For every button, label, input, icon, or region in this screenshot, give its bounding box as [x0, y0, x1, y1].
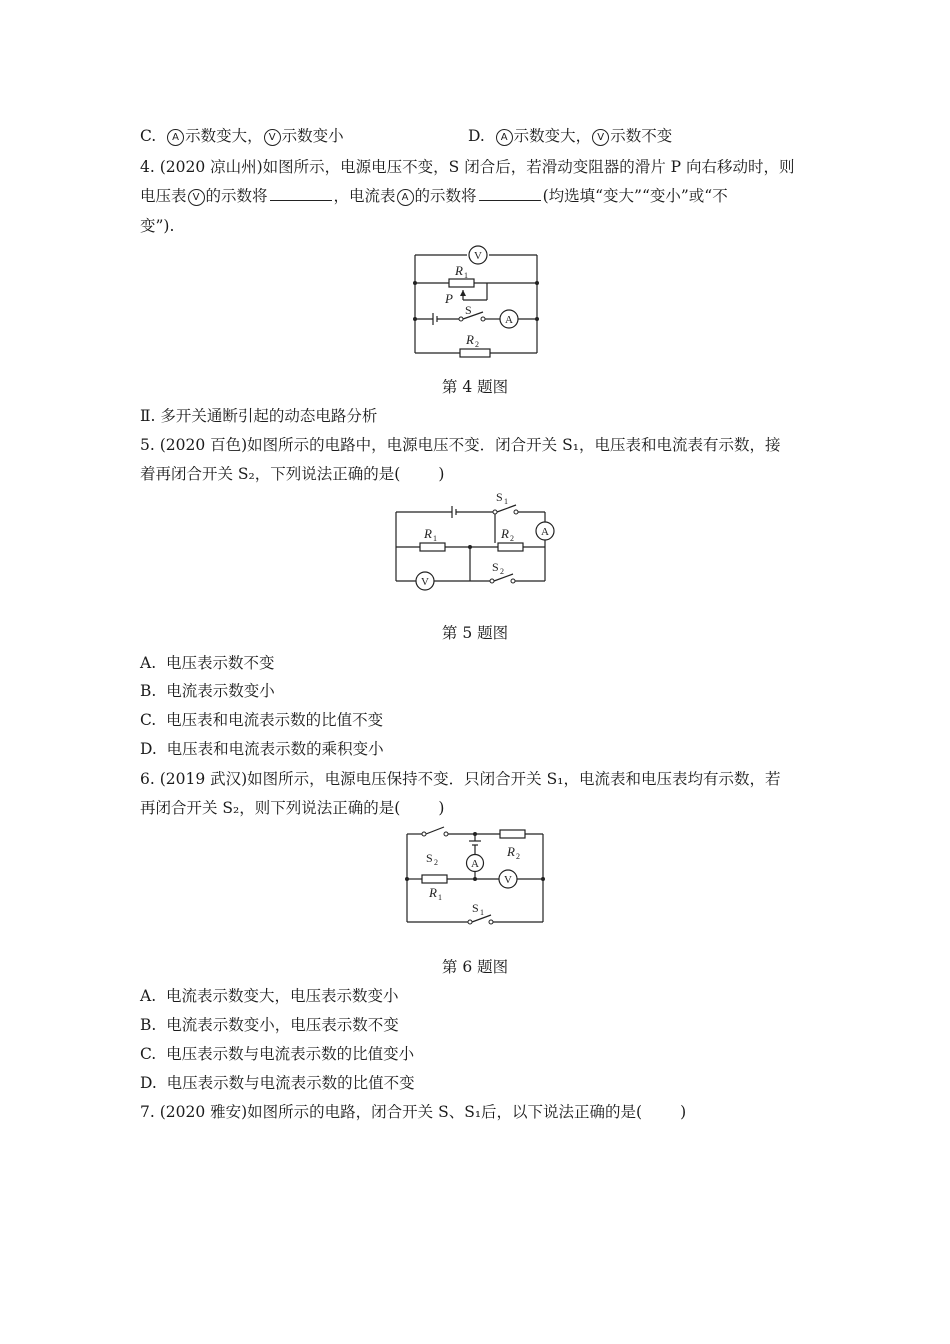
option-text: 电压表和电流表示数的乘积变小 — [166, 740, 384, 758]
subscript: 2 — [475, 340, 479, 349]
q5-option-d[interactable] — [140, 738, 384, 760]
q6-stem-line2 — [140, 797, 444, 819]
resistor-label: R — [455, 263, 463, 278]
subscript: 2 — [516, 852, 520, 861]
option-text: 示数变大， — [185, 127, 263, 145]
option-text: 示数变小 — [281, 127, 344, 145]
option-text: 电压表示数不变 — [165, 654, 275, 672]
q5-figure-caption: 第 5 题图 — [441, 624, 509, 642]
subscript: 1 — [480, 908, 484, 917]
q5-stem-line2 — [140, 463, 444, 485]
option-label: A. — [140, 987, 157, 1005]
text: 着再闭合开关 S₂，下列说法正确的是( — [140, 465, 401, 483]
text: 7. (2020 雅安)如图所示的电路，闭合开关 S、S₁后，以下说法正确的是( — [140, 1103, 643, 1121]
q4-stem-line2 — [140, 185, 728, 207]
ammeter-symbol: A — [397, 189, 414, 206]
switch-label: S — [472, 901, 479, 915]
answer-blank[interactable] — [479, 186, 541, 201]
resistor-label: R — [501, 526, 509, 541]
option-label: D. — [140, 1074, 157, 1092]
q5-circuit-diagram — [390, 488, 560, 592]
q3-option-d — [468, 125, 672, 147]
resistor-label: R — [424, 526, 432, 541]
q6-stem-line1: 6. (2019 武汉)如图所示，电源电压保持不变．只闭合开关 S₁，电流表和电压表均有示数，若 — [140, 770, 781, 788]
subscript: 2 — [500, 567, 504, 576]
q6-option-d[interactable] — [140, 1072, 415, 1094]
q7-stem-line1 — [140, 1101, 686, 1123]
ammeter-symbol: A — [167, 129, 184, 146]
text: ) — [438, 465, 445, 483]
voltmeter-symbol: V — [592, 129, 609, 146]
subscript: 2 — [510, 534, 514, 543]
text: 电压表 — [140, 187, 187, 205]
switch-label: S — [426, 851, 433, 865]
meter-label: A — [505, 314, 513, 326]
meter-label: A — [541, 526, 549, 538]
q6-figure-caption: 第 6 题图 — [441, 958, 509, 976]
option-text: 电压表示数与电流表示数的比值不变 — [166, 1074, 415, 1092]
option-text: 电压表示数与电流表示数的比值变小 — [166, 1045, 415, 1063]
q3-option-c — [140, 125, 344, 147]
option-text: 电流表示数变大，电压表示数变小 — [165, 987, 399, 1005]
switch-label: S — [492, 560, 499, 574]
q4-stem-line3: 变”). — [140, 217, 175, 235]
q4-stem-line1: 4. (2020 凉山州)如图所示，电源电压不变，S 闭合后，若滑动变阻器的滑片 P 向右移动时，则 — [140, 158, 795, 176]
text: ，电流表 — [333, 187, 396, 205]
q6-option-b[interactable] — [140, 1014, 399, 1036]
q4-figure-caption: 第 4 题图 — [441, 378, 509, 396]
meter-label: A — [471, 858, 479, 870]
q5-option-b[interactable] — [140, 680, 275, 702]
text: 的示数将 — [205, 187, 268, 205]
subscript: 1 — [438, 893, 442, 902]
switch-label: S — [465, 303, 472, 317]
text: 的示数将 — [414, 187, 477, 205]
text: ) — [680, 1103, 687, 1121]
meter-label: V — [504, 874, 512, 886]
meter-label: V — [421, 576, 429, 588]
subscript: 2 — [434, 858, 438, 867]
option-text: 示数变大， — [513, 127, 592, 145]
subscript: 1 — [504, 497, 508, 506]
q6-option-a[interactable] — [140, 985, 399, 1007]
option-label: C. — [140, 127, 157, 145]
option-label: D. — [468, 127, 485, 145]
q6-option-c[interactable] — [140, 1043, 414, 1065]
q5-option-a[interactable] — [140, 652, 275, 674]
subscript: 1 — [433, 534, 437, 543]
q6-circuit-diagram — [400, 826, 550, 935]
voltmeter-symbol: V — [264, 129, 281, 146]
switch-label: S — [496, 490, 503, 504]
q5-option-c[interactable] — [140, 709, 383, 731]
slider-label: P — [445, 291, 453, 306]
resistor-label: R — [429, 885, 437, 900]
q5-stem-line1: 5. (2020 百色)如图所示的电路中，电源电压不变．闭合开关 S₁，电压表和电流表有示数，接 — [140, 436, 781, 454]
q4-circuit-diagram — [405, 240, 545, 364]
option-label: B. — [140, 682, 157, 700]
option-text: 电流表示数变小 — [166, 682, 275, 700]
text: (均选填“变大”“变小”或“不 — [542, 187, 728, 205]
text: 再闭合开关 S₂，则下列说法正确的是( — [140, 799, 401, 817]
voltmeter-symbol: V — [188, 189, 205, 206]
resistor-label: R — [507, 844, 515, 859]
option-text: 电压表和电流表示数的比值不变 — [166, 711, 384, 729]
text: ) — [438, 799, 445, 817]
section-heading: Ⅱ. 多开关通断引起的动态电路分析 — [140, 407, 378, 425]
meter-label: V — [474, 250, 482, 262]
option-label: B. — [140, 1016, 157, 1034]
subscript: 1 — [464, 271, 468, 280]
answer-blank[interactable] — [270, 186, 332, 201]
option-text: 示数不变 — [610, 127, 673, 145]
option-label: C. — [140, 711, 157, 729]
option-label: A. — [140, 654, 157, 672]
option-text: 电流表示数变小，电压表示数不变 — [166, 1016, 399, 1034]
resistor-label: R — [466, 332, 474, 347]
ammeter-symbol: A — [496, 129, 513, 146]
option-label: C. — [140, 1045, 157, 1063]
option-label: D. — [140, 740, 157, 758]
